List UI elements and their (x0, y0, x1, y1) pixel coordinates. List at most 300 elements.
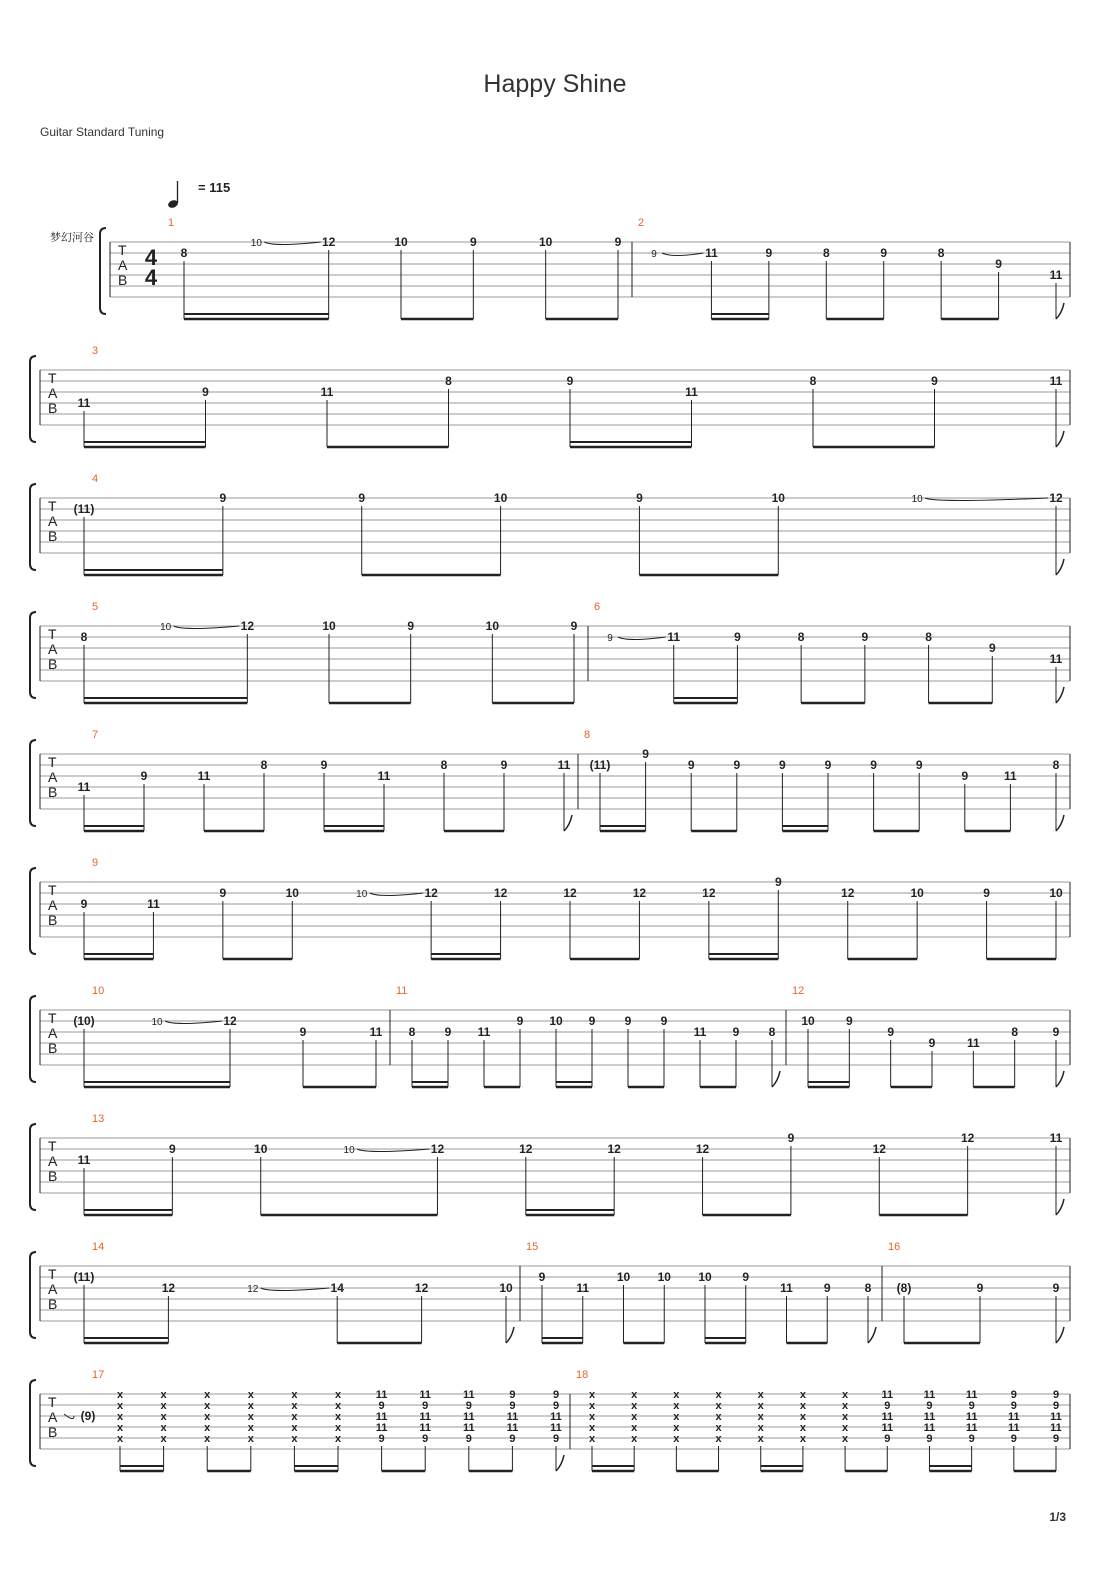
fret-number: 9 (469, 235, 477, 249)
fret-number: 11 (419, 1422, 432, 1434)
fret-number: 12 (493, 886, 508, 900)
tab-clef-letter: A (48, 513, 58, 529)
muted-string: x (842, 1400, 849, 1412)
fret-number: 11 (966, 1036, 980, 1050)
fret-number: 11 (1049, 1131, 1063, 1145)
fret-number: 9 (552, 1400, 560, 1412)
bar-number: 17 (92, 1369, 105, 1381)
grace-note-fret: 10 (911, 494, 923, 505)
grace-note-fret: 10 (151, 1017, 163, 1028)
fret-number: 9 (734, 630, 741, 644)
fret-number: 9 (880, 246, 888, 260)
bar-number: 18 (576, 1369, 589, 1381)
muted-string: x (588, 1400, 596, 1412)
tied-note: (9) (80, 1409, 96, 1423)
muted-string: x (160, 1433, 167, 1445)
fret-number: 11 (1007, 1411, 1020, 1423)
system-bracket (30, 740, 36, 826)
tab-clef-letter: B (48, 528, 58, 544)
tab-clef-letter: B (48, 656, 58, 672)
muted-string: x (291, 1400, 298, 1412)
fret-number: 10 (549, 1014, 563, 1028)
note-flag (1056, 687, 1064, 703)
fret-number: 9 (968, 1400, 975, 1412)
tab-clef-letter: A (48, 1025, 58, 1041)
fret-number: 9 (861, 630, 869, 644)
muted-string: x (334, 1433, 342, 1445)
fret-number: 9 (642, 747, 649, 761)
fret-number: 12 (841, 886, 855, 900)
fret-number: 11 (881, 1389, 894, 1401)
note-flag (1056, 1071, 1064, 1087)
fret-number: 10 (538, 235, 553, 249)
fret-number: 8 (80, 630, 88, 644)
note-flag (1056, 815, 1064, 831)
fret-number: 11 (77, 1153, 91, 1167)
fret-number: 11 (1049, 374, 1063, 388)
fret-number: 8 (937, 246, 945, 260)
muted-string: x (757, 1411, 764, 1423)
fret-number: 9 (378, 1433, 385, 1445)
fret-number: 9 (422, 1433, 429, 1445)
muted-string: x (673, 1389, 680, 1401)
system-bracket (30, 484, 36, 570)
fret-number: 9 (320, 758, 328, 772)
fret-number: 8 (445, 374, 452, 388)
fret-number: 12 (414, 1281, 429, 1295)
tab-clef-letter: B (48, 1296, 58, 1312)
muted-string: x (715, 1411, 722, 1423)
tab-clef-letter: B (48, 1040, 58, 1056)
fret-number: 9 (824, 758, 832, 772)
muted-string: x (247, 1422, 254, 1434)
muted-string: x (715, 1422, 722, 1434)
muted-string: x (842, 1411, 849, 1423)
muted-string: x (799, 1389, 806, 1401)
fret-number: 9 (687, 758, 695, 772)
fret-number: 11 (462, 1422, 475, 1434)
tab-clef-letter: T (48, 498, 57, 514)
muted-string: x (799, 1433, 806, 1445)
fret-number: 10 (801, 1014, 815, 1028)
fret-number: 11 (375, 1422, 388, 1434)
fret-number: 9 (552, 1389, 560, 1401)
fret-number: 12 (960, 1131, 975, 1145)
fret-number: 9 (765, 246, 773, 260)
fret-number: (11) (589, 758, 611, 772)
fret-number: 11 (462, 1411, 475, 1423)
muted-string: x (204, 1433, 211, 1445)
fret-number: 9 (733, 758, 741, 772)
muted-string: x (291, 1422, 298, 1434)
fret-number: 12 (223, 1014, 237, 1028)
note-flag (1056, 559, 1064, 575)
muted-string: x (715, 1433, 722, 1445)
muted-string: x (842, 1389, 849, 1401)
note-flag (1056, 431, 1064, 447)
fret-number: (10) (73, 1014, 95, 1028)
fret-number: 11 (147, 897, 160, 911)
fret-number: 11 (419, 1389, 432, 1401)
fret-number: 9 (219, 491, 227, 505)
system-bracket (30, 612, 36, 698)
bar-number: 6 (594, 601, 601, 613)
fret-number: 9 (444, 1025, 452, 1039)
grace-note-fret: 10 (160, 622, 172, 633)
note-flag (1056, 303, 1064, 319)
system-bracket (100, 228, 106, 314)
fret-number: 8 (440, 758, 448, 772)
fret-number: 9 (926, 1433, 933, 1445)
fret-number: 9 (926, 1400, 933, 1412)
fret-number: 10 (771, 491, 785, 505)
tab-clef-letter: T (48, 370, 57, 386)
fret-number: 10 (285, 886, 299, 900)
muted-string: x (715, 1389, 722, 1401)
fret-number: 9 (509, 1400, 516, 1412)
muted-string: x (588, 1433, 596, 1445)
tab-clef-letter: B (48, 1424, 58, 1440)
fret-number: 9 (614, 235, 622, 249)
fret-number: 8 (768, 1025, 776, 1039)
fret-number: 11 (923, 1422, 936, 1434)
system-bracket (30, 868, 36, 954)
fret-number: 9 (80, 897, 88, 911)
fret-number: 10 (657, 1270, 671, 1284)
muted-string: x (757, 1433, 764, 1445)
fret-number: 9 (1010, 1400, 1017, 1412)
tab-clef-letter: T (48, 626, 57, 642)
fret-number: 10 (616, 1270, 631, 1284)
bar-number: 13 (92, 1113, 105, 1125)
fret-number: 10 (254, 1142, 268, 1156)
bar-number: 16 (888, 1241, 901, 1253)
bar-number: 9 (92, 857, 99, 869)
tab-clef-letter: T (48, 1266, 57, 1282)
fret-number: 9 (1052, 1025, 1060, 1039)
muted-string: x (588, 1411, 596, 1423)
muted-string: x (631, 1389, 638, 1401)
muted-string: x (247, 1411, 254, 1423)
fret-number: 11 (1004, 769, 1017, 783)
muted-string: x (291, 1433, 298, 1445)
fret-number: 9 (968, 1433, 975, 1445)
fret-number: 11 (693, 1025, 707, 1039)
bar-number: 4 (92, 473, 99, 485)
muted-string: x (673, 1422, 680, 1434)
fret-number: 11 (780, 1281, 793, 1295)
fret-number: 11 (1007, 1422, 1020, 1434)
grace-note-fret: 10 (343, 1145, 355, 1156)
fret-number: 9 (774, 875, 782, 889)
fret-number: 8 (797, 630, 805, 644)
fret-number: 9 (961, 769, 969, 783)
note-flag (564, 815, 572, 831)
song-title: Happy Shine (483, 70, 627, 98)
fret-number: 11 (369, 1025, 383, 1039)
muted-string: x (160, 1411, 167, 1423)
fret-number: 9 (976, 1281, 984, 1295)
muted-string: x (291, 1389, 298, 1401)
fret-number: 8 (822, 246, 830, 260)
fret-number: 12 (1049, 491, 1063, 505)
muted-string: x (160, 1422, 167, 1434)
tab-clef-letter: T (48, 1138, 57, 1154)
fret-number: 9 (552, 1433, 560, 1445)
fret-number: 10 (394, 235, 408, 249)
fret-number: 9 (887, 1025, 895, 1039)
system-bracket (30, 1252, 36, 1338)
muted-string: x (247, 1389, 254, 1401)
page-number: 1/3 (1049, 1510, 1066, 1524)
grace-note-fret: 9 (607, 633, 613, 644)
fret-number: 9 (140, 769, 148, 783)
fret-number: 9 (995, 257, 1002, 271)
fret-number: 11 (1050, 1422, 1062, 1434)
fret-number: 12 (695, 1142, 710, 1156)
fret-number: 11 (320, 385, 334, 399)
muted-string: x (799, 1411, 806, 1423)
fret-number: 11 (377, 769, 391, 783)
muted-string: x (247, 1433, 254, 1445)
bar-number: 5 (92, 601, 99, 613)
tuning-label: Guitar Standard Tuning (40, 125, 165, 139)
system-bracket (30, 356, 36, 442)
tab-clef-letter: A (48, 897, 58, 913)
fret-number: 11 (705, 246, 718, 260)
bar-number: 14 (92, 1241, 105, 1253)
note-flag (772, 1071, 780, 1087)
fret-number: 10 (322, 619, 336, 633)
fret-number: 11 (77, 396, 91, 410)
muted-string: x (673, 1400, 680, 1412)
fret-number: 9 (538, 1270, 546, 1284)
fret-number: 9 (169, 1142, 176, 1156)
tab-clef-letter: A (118, 257, 128, 273)
muted-string: x (116, 1422, 124, 1434)
tab-clef-letter: T (48, 882, 57, 898)
fret-number: 9 (983, 886, 990, 900)
fret-number: 9 (928, 1036, 936, 1050)
fret-number: 11 (965, 1411, 978, 1423)
fret-number: 12 (563, 886, 577, 900)
system-bracket (30, 996, 36, 1082)
fret-number: 9 (509, 1433, 516, 1445)
muted-string: x (631, 1400, 638, 1412)
muted-string: x (160, 1389, 167, 1401)
fret-number: 9 (884, 1433, 891, 1445)
bar-number: 1 (168, 217, 175, 229)
fret-number: (11) (73, 502, 95, 516)
fret-number: 8 (408, 1025, 416, 1039)
grace-note-fret: 10 (356, 889, 368, 900)
muted-string: x (116, 1433, 124, 1445)
fret-number: 9 (823, 1281, 831, 1295)
fret-number: 9 (845, 1014, 853, 1028)
fret-number: 11 (557, 758, 571, 772)
tab-clef-letter: B (48, 1168, 58, 1184)
muted-string: x (204, 1411, 211, 1423)
muted-string: x (799, 1422, 806, 1434)
muted-string: x (247, 1400, 254, 1412)
grace-note-fret: 9 (651, 249, 657, 260)
grace-note-fret: 12 (247, 1284, 259, 1295)
tab-clef-letter: A (48, 769, 58, 785)
fret-number: 9 (636, 491, 643, 505)
tab-clef-letter: A (48, 1409, 58, 1425)
fret-number: 11 (506, 1422, 519, 1434)
tab-clef-letter: A (48, 1153, 58, 1169)
muted-string: x (588, 1389, 596, 1401)
note-flag (556, 1455, 564, 1471)
muted-string: x (631, 1411, 638, 1423)
fret-number: 9 (1052, 1400, 1060, 1412)
muted-string: x (757, 1400, 764, 1412)
fret-number: 11 (419, 1411, 432, 1423)
fret-number: 9 (915, 758, 923, 772)
fret-number: 11 (667, 630, 681, 644)
muted-string: x (715, 1400, 722, 1412)
fret-number: 9 (1052, 1281, 1060, 1295)
tab-clef-letter: A (48, 385, 58, 401)
fret-number: 12 (607, 1142, 621, 1156)
system-bracket (30, 1124, 36, 1210)
fret-number: 9 (570, 619, 578, 633)
fret-number: 9 (779, 758, 786, 772)
fret-number: 12 (872, 1142, 886, 1156)
muted-string: x (116, 1400, 124, 1412)
fret-number: 11 (477, 1025, 491, 1039)
fret-number: 12 (702, 886, 716, 900)
fret-number: 9 (742, 1270, 750, 1284)
fret-number: 10 (698, 1270, 712, 1284)
fret-number: 12 (632, 886, 647, 900)
fret-number: 8 (1011, 1025, 1019, 1039)
tab-clef-letter: T (48, 1010, 57, 1026)
fret-number: 8 (864, 1281, 872, 1295)
fret-number: 11 (77, 780, 91, 794)
fret-number: 9 (378, 1400, 385, 1412)
time-signature-numerator: 4 (144, 245, 158, 270)
fret-number: 11 (1050, 1411, 1062, 1423)
fret-number: 9 (787, 1131, 795, 1145)
fret-number: 12 (321, 235, 336, 249)
bar-number: 2 (638, 217, 645, 229)
fret-number: 11 (965, 1389, 978, 1401)
muted-string: x (842, 1422, 849, 1434)
fret-number: 11 (506, 1411, 519, 1423)
fret-number: 8 (809, 374, 817, 388)
tab-clef-letter: T (48, 1394, 57, 1410)
muted-string: x (334, 1400, 342, 1412)
fret-number: 8 (260, 758, 268, 772)
muted-string: x (116, 1411, 124, 1423)
fret-number: 9 (931, 374, 938, 388)
fret-number: 9 (500, 758, 508, 772)
bar-number: 7 (92, 729, 99, 741)
fret-number: 9 (219, 886, 227, 900)
fret-number: 12 (161, 1281, 176, 1295)
fret-number: 9 (988, 641, 996, 655)
note-flag (506, 1327, 514, 1343)
fret-number: 10 (493, 491, 508, 505)
fret-number: 9 (202, 385, 209, 399)
muted-string: x (631, 1433, 638, 1445)
note-flag (868, 1327, 876, 1343)
fret-number: 10 (1049, 886, 1063, 900)
fret-number: 10 (499, 1281, 513, 1295)
fret-number: 11 (965, 1422, 978, 1434)
grace-note-fret: 10 (250, 238, 262, 249)
fret-number: (11) (73, 1270, 95, 1284)
tempo-value: = 115 (198, 180, 231, 195)
muted-string: x (588, 1422, 596, 1434)
fret-number: 9 (624, 1014, 632, 1028)
fret-number: 9 (465, 1433, 472, 1445)
fret-number: 11 (550, 1422, 562, 1434)
fret-number: 10 (485, 619, 500, 633)
fret-number: 9 (465, 1400, 472, 1412)
muted-string: x (334, 1411, 342, 1423)
muted-string: x (757, 1422, 764, 1434)
fret-number: 10 (910, 886, 924, 900)
fret-number: 9 (299, 1025, 307, 1039)
time-signature-denominator: 4 (144, 265, 158, 290)
fret-number: 8 (925, 630, 932, 644)
bar-number: 12 (792, 985, 805, 997)
fret-number: 9 (732, 1025, 740, 1039)
bar-number: 10 (92, 985, 105, 997)
fret-number: 9 (407, 619, 415, 633)
fret-number: 9 (588, 1014, 596, 1028)
tab-clef-letter: T (118, 242, 127, 258)
fret-number: 8 (1052, 758, 1060, 772)
fret-number: 11 (375, 1411, 388, 1423)
note-flag (1056, 1199, 1064, 1215)
fret-number: 14 (330, 1281, 344, 1295)
fret-number: 9 (1052, 1433, 1060, 1445)
bar-number: 3 (92, 345, 99, 357)
bar-number: 15 (526, 1241, 539, 1253)
muted-string: x (334, 1422, 342, 1434)
fret-number: 11 (685, 385, 698, 399)
muted-string: x (631, 1422, 638, 1434)
fret-number: 9 (1052, 1389, 1060, 1401)
fret-number: 11 (1049, 268, 1063, 282)
fret-number: (8) (896, 1281, 912, 1295)
fret-number: 9 (358, 491, 366, 505)
muted-string: x (204, 1389, 211, 1401)
bar-number: 8 (584, 729, 591, 741)
track-name: 梦幻河谷 (50, 232, 94, 244)
fret-number: 9 (660, 1014, 668, 1028)
muted-string: x (757, 1389, 764, 1401)
muted-string: x (204, 1422, 211, 1434)
fret-number: 9 (566, 374, 574, 388)
muted-string: x (799, 1400, 806, 1412)
fret-number: 12 (424, 886, 438, 900)
fret-number: 11 (881, 1422, 894, 1434)
system-bracket (30, 1380, 36, 1466)
fret-number: 9 (1010, 1389, 1017, 1401)
muted-string: x (291, 1411, 298, 1423)
muted-string: x (334, 1389, 342, 1401)
fret-number: 9 (516, 1014, 524, 1028)
fret-number: 11 (923, 1389, 936, 1401)
fret-number: 11 (881, 1411, 894, 1423)
tab-clef-letter: B (48, 784, 58, 800)
tab-clef-letter: B (118, 272, 128, 288)
